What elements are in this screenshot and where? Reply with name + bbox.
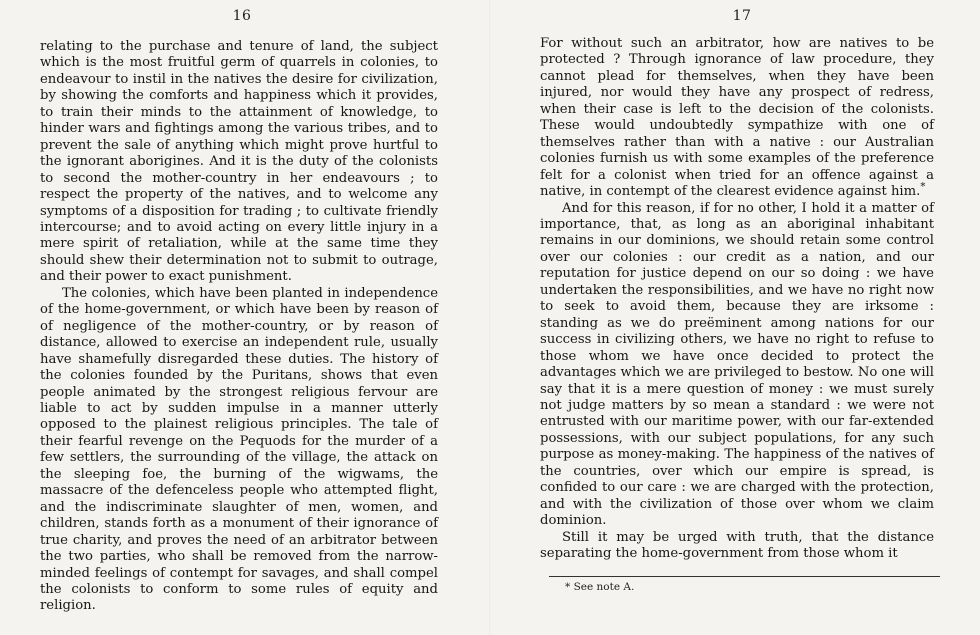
paragraph: relating to the purchase and tenure of land, the subject which is the most fruitful germ of quarrels in colonies, to endeavour to instil in the natives the desire for civilization, by showing the comforts and happiness which it provides, to train their minds to the attainment of knowledge, to hinder wars and fightings among the various tribes, and to prevent the sale of anything which might prove hurtful to the ignorant aborigines. And it is the duty of the colonists to second the mother-country in her endeavours ; to respect the property of the natives, and to welcome any symptoms of a disposition for trading ; to cultivate friendly intercourse; and to avoid acting on every little injury in a mere spirit of retaliation, while at the same time they should shew their determination not to submit to outrage, and their power to exact punishment. bbox=[40, 39, 438, 285]
footnote: * See note A. bbox=[565, 581, 635, 593]
page-number-left: 16 bbox=[232, 8, 252, 24]
right-page bbox=[490, 0, 980, 635]
page-number-right: 17 bbox=[732, 8, 752, 24]
paragraph: The colonies, which have been planted in independence of the home-government, or which have been by reason of of negligence of the mother-country, or by reason of distance, allowed to exercise an independent rule, usually have shamefully disregarded these duties. The history of the colonies founded by the Puritans, shows that even people animated by the strongest religious fervour are liable to act by sudden impulse in a manner utterly opposed to the plainest religious principles. The tale of their fearful revenge on the Pequods for the murder of a few settlers, the surrounding of the village, the attack on the sleeping foe, the burning of the wigwams, the massacre of the defenceless people who attempted flight, and the indiscriminate slaughter of men, women, and children, stands forth as a monument of their ignorance of true charity, and proves the need of an arbitrator between the two parties, who shall be removed from the narrow-minded feelings of contempt for savages, and shall compel the colonists to conform to some rules of equity and religion. bbox=[40, 285, 438, 614]
paragraph: And for this reason, if for no other, I hold it a matter of importance, that, as long as an aboriginal inhabitant remains in our dominions, we should retain some control over our colonies : our credit as a nation, and our reputation for justice depend on our so doing : we have undertaken the responsibilities, and we have no right now to seek to avoid them, because they are irksome : standing as we do preëminent among nations for our success in civilizing others, we have no right to refuse to those whom we have once decided to protect the advantages which we are privileged to bestow. No one will say that it is a mere question of money : we must surely not judge matters by so mean a standard : we were not entrusted with our maritime power, with our far-extended possessions, with our subject populations, for any such purpose as money-making. The happiness of the natives of the countries, over which our empire is spread, is confided to our care : we are charged with the protection, and with the civilization of those over whom we claim dominion. bbox=[540, 200, 934, 529]
paragraph: Still it may be urged with truth, that the distance separating the home-government from those whom it bbox=[540, 529, 934, 562]
left-page-body bbox=[40, 39, 438, 615]
paragraph-text: For without such an arbitrator, how are natives to be protected ? Through ignorance of law procedure, they cannot plead for themselves, when they have been injured, nor would they have any prospect of redress, when their case is left to the decision of the colonists. These would undoubtedly sympathize with one of themselves rather than with a native : our Australian colonies furnish us with some examples of the preference felt for a colonist when tried for an offence against a native, in contempt of the clearest evidence against him. bbox=[540, 36, 934, 200]
paragraph bbox=[540, 36, 934, 201]
footnote-rule bbox=[549, 576, 940, 577]
footnote-marker[interactable]: * bbox=[920, 181, 926, 193]
right-page-body bbox=[540, 36, 934, 563]
